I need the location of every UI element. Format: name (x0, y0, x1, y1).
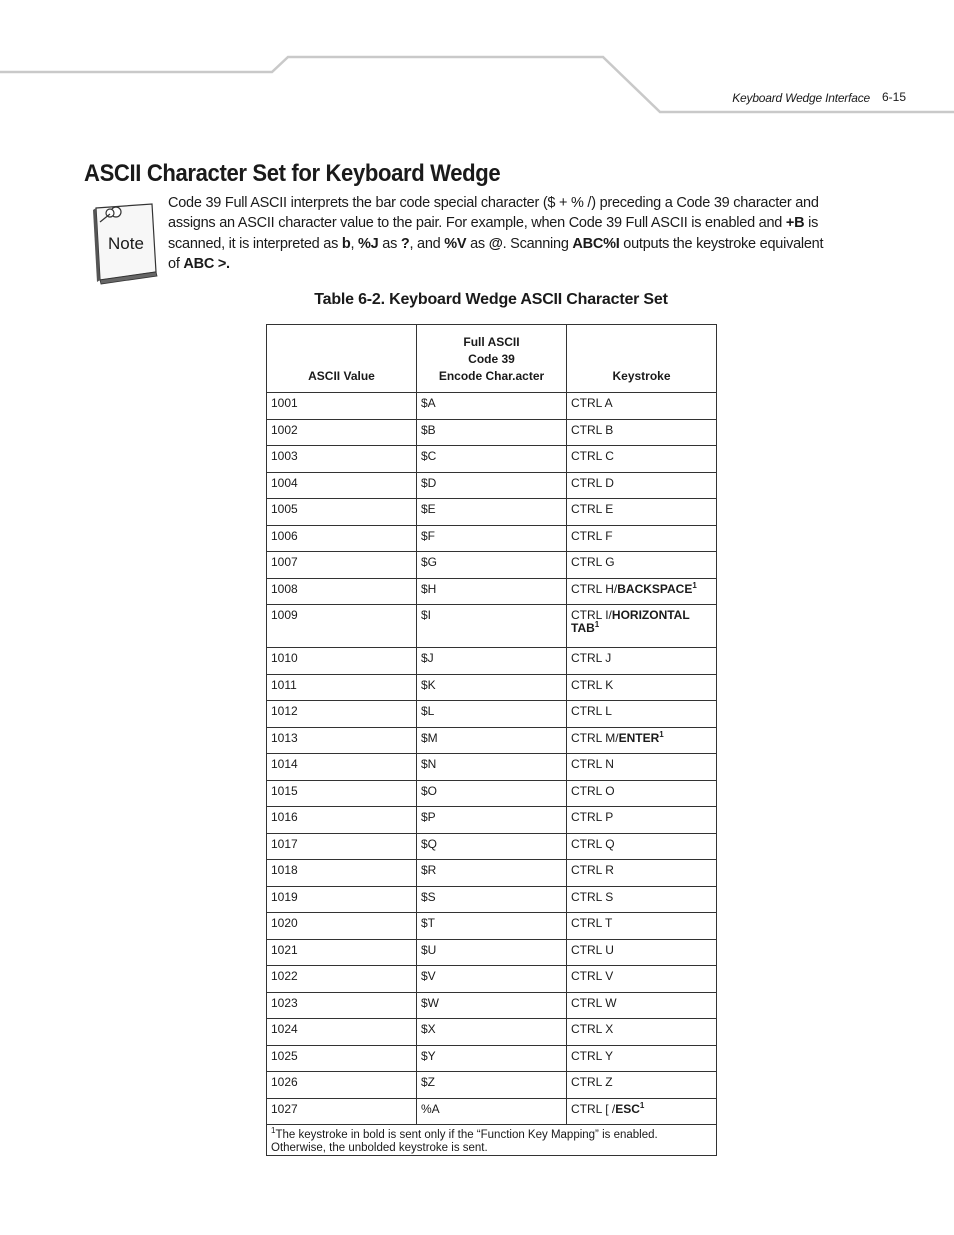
code39-character-cell: $S (417, 886, 567, 913)
keystroke-function-key: HORIZONTAL TAB (571, 608, 690, 635)
code39-character-cell: $D (417, 472, 567, 499)
table-row (267, 754, 717, 781)
ascii-value-cell: 1012 (267, 701, 417, 728)
table-row (267, 727, 717, 754)
keystroke-cell (567, 446, 717, 473)
table-row (267, 472, 717, 499)
keystroke-cell (567, 992, 717, 1019)
keystroke-cell (567, 472, 717, 499)
table-row (267, 1072, 717, 1099)
ascii-value-cell: 1026 (267, 1072, 417, 1099)
ascii-value-cell: 1010 (267, 648, 417, 675)
ascii-value-cell: 1006 (267, 525, 417, 552)
keystroke-cell (567, 1072, 717, 1099)
footnote-ref: 1 (639, 1100, 645, 1110)
table-row (267, 886, 717, 913)
footnote-ref: 1 (692, 580, 697, 590)
ascii-value-cell: 1025 (267, 1045, 417, 1072)
footnote-marker: 1 (271, 1126, 276, 1136)
ascii-value-cell: 1004 (267, 472, 417, 499)
table-row (267, 419, 717, 446)
keystroke-text: CTRL T (571, 916, 613, 930)
table-caption: Table 6-2. Keyboard Wedge ASCII Character Set (314, 291, 668, 308)
code39-character-cell: $C (417, 446, 567, 473)
ascii-value-cell: 1017 (267, 833, 417, 860)
code39-character-cell: $N (417, 754, 567, 781)
keystroke-cell (567, 807, 717, 834)
keystroke-text: CTRL R (571, 863, 614, 877)
code39-character-cell: $R (417, 860, 567, 887)
keystroke-text: CTRL V (571, 969, 614, 983)
table-row (267, 992, 717, 1019)
keystroke-text: CTRL B (571, 422, 614, 437)
code39-character-cell: $G (417, 552, 567, 579)
code39-character-cell: $Y (417, 1045, 567, 1072)
keystroke-text: CTRL G (571, 555, 615, 569)
table-row (267, 1045, 717, 1072)
table-row (267, 648, 717, 675)
keystroke-text: CTRL L (571, 704, 612, 718)
note-text: Code 39 Full ASCII interprets the bar code special character ($ + % /) preceding a Code 39 character and assigns an ASCII character value to the pair. For example, when Code 39 Full ASCII is enabled and +B is scanned, it is interpreted as b, %J as ?, and %V as @. Scanning ABC%I outputs the keystroke equivalent of ABC >. (168, 195, 824, 272)
table-row (267, 807, 717, 834)
column-header-keystroke: Keystroke (567, 325, 717, 393)
keystroke-cell (567, 525, 717, 552)
keystroke-cell (567, 833, 717, 860)
table-row (267, 780, 717, 807)
ascii-value-cell: 1009 (267, 605, 417, 648)
keystroke-text: CTRL Z (571, 1075, 613, 1089)
keystroke-cell (567, 701, 717, 728)
keystroke-cell (567, 727, 717, 754)
code39-character-cell: $Z (417, 1072, 567, 1099)
keystroke-cell (567, 1019, 717, 1046)
table-row (267, 578, 717, 605)
table-body (267, 393, 717, 1125)
keystroke-text: CTRL K (571, 677, 614, 692)
code39-character-cell: $J (417, 648, 567, 675)
keystroke-cell (567, 578, 717, 605)
keystroke-cell (567, 499, 717, 526)
keystroke-cell (567, 648, 717, 675)
code39-character-cell: $I (417, 605, 567, 648)
ascii-value-cell: 1019 (267, 886, 417, 913)
ascii-character-table (266, 324, 717, 1156)
code39-character-cell: $H (417, 578, 567, 605)
code39-character-cell: $A (417, 393, 567, 420)
code39-character-cell: $U (417, 939, 567, 966)
table-row (267, 939, 717, 966)
code39-character-cell: $X (417, 1019, 567, 1046)
page-number: 6-15 (881, 90, 906, 104)
note-icon (86, 200, 162, 290)
keystroke-cell (567, 886, 717, 913)
column-header-full-ascii: Full ASCII Code 39 Encode Char.acter (417, 325, 567, 393)
keystroke-text: CTRL W (571, 995, 617, 1010)
keystroke-text: CTRL C (571, 449, 614, 463)
section-title: ASCII Character Set for Keyboard Wedge (84, 160, 501, 187)
table-header-row (267, 325, 717, 393)
keystroke-cell (567, 605, 717, 648)
table-row (267, 913, 717, 940)
ascii-value-cell: 1020 (267, 913, 417, 940)
ascii-value-cell: 1008 (267, 578, 417, 605)
code39-character-cell: $B (417, 419, 567, 446)
code39-character-cell: $T (417, 913, 567, 940)
keystroke-text: CTRL J (571, 651, 612, 665)
keystroke-text: CTRL O (571, 783, 615, 798)
keystroke-text: CTRL X (571, 1022, 614, 1036)
keystroke-text: CTRL Y (571, 1048, 614, 1063)
table-row (267, 833, 717, 860)
code39-character-cell: $Q (417, 833, 567, 860)
ascii-value-cell: 1002 (267, 419, 417, 446)
keystroke-text: CTRL N (571, 757, 614, 771)
ascii-value-cell: 1023 (267, 992, 417, 1019)
ascii-value-cell: 1015 (267, 780, 417, 807)
code39-character-cell: $P (417, 807, 567, 834)
table-row (267, 1019, 717, 1046)
keystroke-cell (567, 552, 717, 579)
keystroke-text: CTRL H/ (571, 581, 618, 596)
table-row (267, 525, 717, 552)
ascii-value-cell: 1014 (267, 754, 417, 781)
keystroke-text: CTRL A (571, 396, 613, 410)
keystroke-cell (567, 754, 717, 781)
keystroke-text: CTRL U (571, 942, 614, 957)
keystroke-cell (567, 1045, 717, 1072)
keystroke-cell (567, 939, 717, 966)
code39-character-cell: $W (417, 992, 567, 1019)
code39-character-cell: %A (417, 1098, 567, 1125)
table-row (267, 701, 717, 728)
keystroke-text: CTRL M/ (571, 730, 619, 745)
code39-character-cell: $O (417, 780, 567, 807)
keystroke-function-key: BACKSPACE (617, 581, 693, 596)
keystroke-cell (567, 393, 717, 420)
keystroke-cell (567, 674, 717, 701)
column-header-ascii-value: ASCII Value (267, 325, 417, 393)
ascii-value-cell: 1021 (267, 939, 417, 966)
note-icon-label: Note (108, 234, 144, 253)
table-row (267, 605, 717, 648)
ascii-value-cell: 1027 (267, 1098, 417, 1125)
keystroke-text: CTRL S (571, 889, 614, 904)
ascii-value-cell: 1013 (267, 727, 417, 754)
code39-character-cell: $E (417, 499, 567, 526)
keystroke-cell (567, 780, 717, 807)
table-row (267, 674, 717, 701)
keystroke-cell (567, 419, 717, 446)
keystroke-text: CTRL F (571, 528, 613, 543)
footnote-row (267, 1125, 717, 1156)
table-row (267, 966, 717, 993)
table-row (267, 1098, 717, 1125)
code39-character-cell: $K (417, 674, 567, 701)
keystroke-function-key: ESC (615, 1101, 640, 1116)
ascii-value-cell: 1018 (267, 860, 417, 887)
keystroke-text: CTRL E (571, 502, 614, 516)
table-footnote (267, 1125, 717, 1156)
table-row (267, 860, 717, 887)
ascii-value-cell: 1005 (267, 499, 417, 526)
ascii-value-cell: 1007 (267, 552, 417, 579)
running-header-title: Keyboard Wedge Interface (732, 91, 870, 105)
ascii-value-cell: 1022 (267, 966, 417, 993)
ascii-value-cell: 1003 (267, 446, 417, 473)
code39-character-cell: $M (417, 727, 567, 754)
code39-character-cell: $L (417, 701, 567, 728)
table-row (267, 499, 717, 526)
code39-character-cell: $V (417, 966, 567, 993)
keystroke-cell (567, 913, 717, 940)
keystroke-text: CTRL D (571, 475, 614, 490)
keystroke-function-key: ENTER (618, 730, 660, 745)
keystroke-text: CTRL I/ (571, 608, 612, 622)
keystroke-text: CTRL [ / (571, 1101, 616, 1116)
ascii-value-cell: 1024 (267, 1019, 417, 1046)
keystroke-cell (567, 860, 717, 887)
ascii-value-cell: 1001 (267, 393, 417, 420)
keystroke-text: CTRL P (571, 810, 614, 824)
footnote-ref: 1 (594, 620, 600, 629)
ascii-value-cell: 1011 (267, 674, 417, 701)
table-row (267, 393, 717, 420)
footnote-text: The keystroke in bold is sent only if the “Function Key Mapping” is enabled. Otherwise, the unbolded keystroke is sent. (271, 1129, 658, 1154)
code39-character-cell: $F (417, 525, 567, 552)
keystroke-cell (567, 966, 717, 993)
keystroke-text: CTRL Q (571, 836, 615, 851)
keystroke-cell (567, 1098, 717, 1125)
ascii-value-cell: 1016 (267, 807, 417, 834)
footnote-ref: 1 (659, 729, 664, 739)
table-row (267, 552, 717, 579)
table-row (267, 446, 717, 473)
